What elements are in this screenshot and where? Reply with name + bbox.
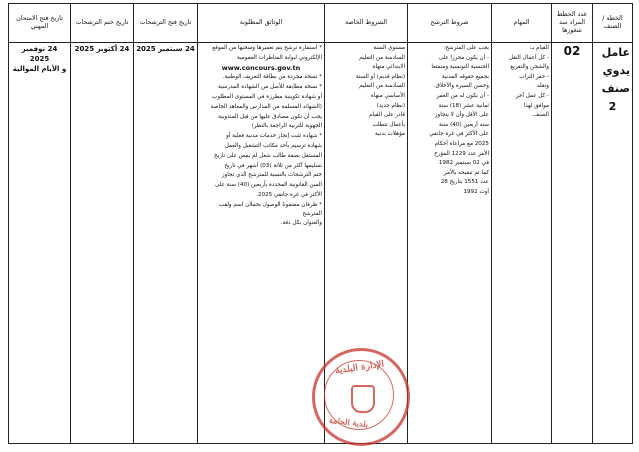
document-line: الإلكتروني لبوابة المناظرات العمومية: [237, 54, 322, 61]
count-cell: 02: [552, 43, 593, 444]
open-date-cell: [134, 43, 198, 444]
document-line: الأكثر في غرة جانفي 2025.: [256, 191, 322, 198]
condition-line: عدد 1551 بتاريخ 28: [440, 179, 489, 186]
document-line: * نسخة مجردة من بطاقة التعريف الوطنية.: [222, 74, 322, 81]
condition-line: في 02 سبتمبر 1982: [438, 160, 489, 167]
special-condition-line: مؤهلات بدنية: [375, 131, 405, 138]
condition-line: على الأكثر في غرة جانفي: [429, 131, 489, 138]
mission-line: - حفر التراب: [519, 73, 549, 80]
close-date-cell: [71, 43, 134, 444]
grade-line: 2: [608, 100, 617, 113]
special-condition-line: (نظام جديد): [376, 102, 405, 109]
document-line: * شهادة تثبت إنجاز خدمات مدنية فعلية أو: [226, 133, 322, 140]
special-condition-line: قادر على القيام: [369, 112, 405, 119]
stamp-text-top: الإدارة البلدية: [334, 359, 385, 377]
concours-link[interactable]: www.concours.gov.tn: [221, 63, 301, 72]
close-date: 24 أكتوبر 2025: [74, 45, 130, 53]
document-line: ختم الترشحات بالنسبة للمترشح الذي تجاوز: [221, 172, 322, 179]
condition-line: - أن يكون له من العمر: [436, 92, 489, 99]
mission-line: الصنف.: [531, 112, 549, 119]
condition-line: ثمانية عشر (18) سنة: [438, 102, 489, 109]
document-line: المستقل بصفة طالب شغل لم يمض على تاريخ: [214, 152, 322, 159]
condition-line: الجنسية التونسية ومتمتعا: [431, 64, 489, 71]
municipality-stamp: [312, 348, 410, 446]
special-condition-line: الابتدائي منهاة: [372, 64, 405, 71]
mission-line: - كل عمل آخر: [515, 92, 549, 99]
conditions-cell: [408, 43, 492, 444]
documents-cell: [198, 43, 325, 444]
open-date: 24 سبتمبر 2025: [136, 45, 195, 53]
crest-icon: [351, 385, 375, 413]
condition-line: كما تم تنقيحه بالأمر: [443, 169, 489, 176]
document-line: السن القانونية المحددة بأربعين (40) سنة على: [214, 182, 322, 189]
condition-line: على الأقل وأن لا يتجاوز: [434, 112, 489, 119]
condition-line: يجب على المترشح:: [443, 45, 489, 51]
mission-line: القيام بـ:: [529, 45, 549, 51]
document-line: تسليمها أكثر من ثلاثة (03) أشهر في تاريخ: [224, 162, 322, 169]
condition-line: سنه أربعين (40) سنة: [438, 121, 489, 128]
document-line: شهادة ترسيم بأحد مكاتب التشغيل والعمل: [224, 142, 322, 149]
condition-line: بجميع حقوقه المدنية: [441, 73, 489, 80]
header-conditions: شروط الترشح: [408, 4, 492, 43]
special-condition-line: (نظام قديم) أو السنة: [355, 73, 405, 80]
document-line: أو شهادة تكوينية مطرزة في المستوى المطلوب: [212, 93, 322, 100]
grade-line: عامل: [601, 46, 630, 59]
document-line: * استمارة ترشح يتم تعميرها وسحبها من الموقع: [212, 45, 322, 51]
grade-line: يدوي: [602, 64, 630, 77]
exam-date: 24 نوفمبر 2025: [21, 45, 58, 63]
special-condition-line: مستوى السنة: [373, 45, 405, 51]
exam-date-note: و الأيام الموالية: [12, 65, 67, 73]
grade-line: صنف: [601, 82, 630, 95]
document-line: والعنوان بكل دقة.: [280, 220, 322, 227]
header-missions: المهام: [492, 4, 552, 43]
document-line: يجب أن تكون مصادق عليها من قبل المندوبية: [218, 113, 322, 120]
special-condition-line: السادسة من التعليم: [359, 83, 405, 90]
condition-line: - أن يكون محرزا على: [438, 54, 489, 61]
condition-line: 2025 مع مراعاة أحكام: [434, 140, 489, 147]
header-special-conditions: الشروط الخاصة: [325, 4, 408, 43]
special-condition-line: السادسة من التعليم: [359, 54, 405, 61]
header-count: عدد الخطط المراد سد شغورها: [552, 4, 593, 43]
grade-cell: [593, 43, 633, 444]
missions-cell: [492, 43, 552, 444]
mission-line: موافق لهذا: [523, 102, 549, 109]
header-open-date: تاريخ فتح الترشحات: [134, 4, 198, 43]
document-line: * نسخة مطابقة للأصل من الشهادة المدرسية: [217, 84, 322, 91]
special-condition-line: بأعمال تتطلب: [372, 121, 405, 128]
document-line: الجهوية للتربية الراجعة بالنظر): [251, 123, 322, 130]
mission-line: ونقله.: [535, 83, 549, 90]
mission-line: والشحن والتفريغ: [510, 64, 549, 71]
header-documents: الوثائق المطلوبة: [198, 4, 325, 43]
document-line: * ظرفان مضمونا الوصول بحملان اسم ولقب المترشح: [218, 201, 322, 217]
condition-line: الأمر عدد 1229 المؤرخ: [434, 150, 489, 157]
special-condition-line: الأساسي منهاة: [370, 92, 405, 99]
condition-line: وحسن السيرة والأخلاق.: [433, 83, 489, 90]
condition-line: أوت 1992: [463, 188, 489, 195]
exam-date-cell: [9, 43, 71, 444]
header-close-date: تاريخ ختم الترشحات: [71, 4, 134, 43]
stamp-text-bottom: بلدية الحامة: [328, 414, 369, 430]
header-exam-date: تاريخ فتح الامتحان المهني: [9, 4, 71, 43]
mission-line: - كل أعمال النقل: [508, 54, 549, 61]
document-line: (الشهائد المسلمة من المدارس والمعاهد الخاصة: [210, 103, 322, 110]
header-grade: الخطة / الصنف: [593, 4, 633, 43]
